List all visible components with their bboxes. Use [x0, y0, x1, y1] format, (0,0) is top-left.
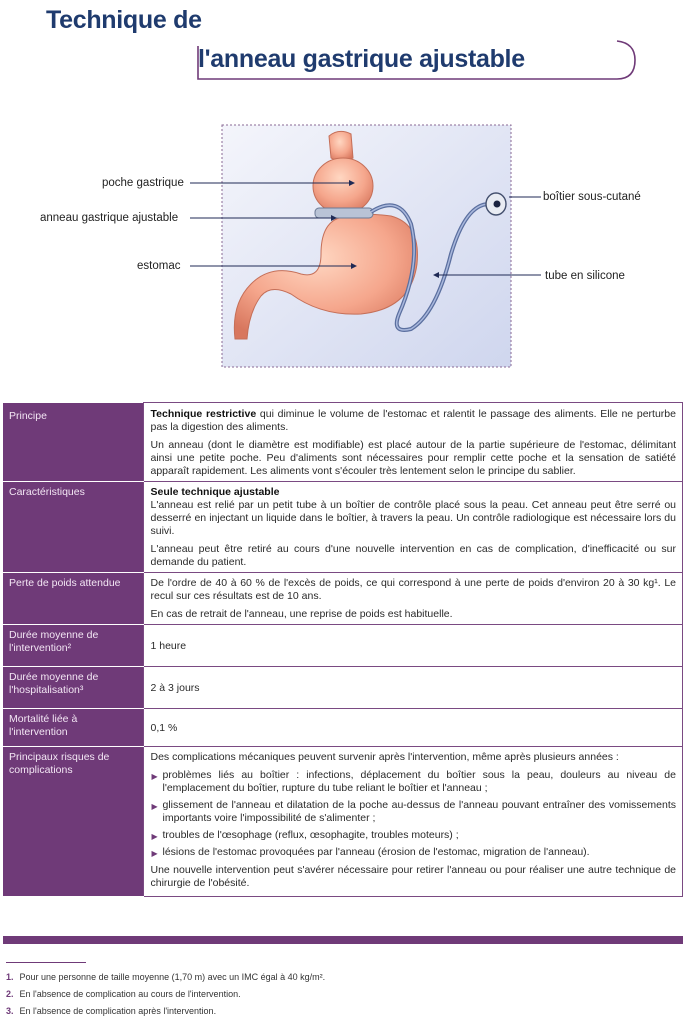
row-duree-hospitalisation	[3, 667, 683, 709]
row-label-mortalite: Mortalité liée à l'intervention	[3, 709, 143, 747]
bullet-triangle-icon: ▶	[151, 802, 158, 811]
label-leaders-right	[511, 190, 541, 290]
row-label-duree-hospitalisation: Durée moyenne de l'hospitalisation³	[3, 667, 143, 709]
gastric-band-illustration	[221, 124, 512, 368]
label-poche-gastrique: poche gastrique	[102, 177, 184, 189]
footnote-rule	[6, 962, 86, 963]
row-label-caracteristiques: Caractéristiques	[3, 482, 143, 573]
row-mortalite	[3, 709, 683, 747]
label-boitier: boîtier sous-cutané	[543, 191, 641, 203]
row-content-mortalite: 0,1 %	[143, 709, 683, 747]
footnote-3: 3. En l'absence de complication après l'intervention.	[6, 1006, 217, 1016]
row-caracteristiques	[3, 482, 683, 573]
label-tube: tube en silicone	[545, 270, 625, 282]
table-bottom-bar	[3, 936, 683, 944]
label-estomac: estomac	[137, 260, 181, 272]
row-content-duree-intervention: 1 heure	[143, 625, 683, 667]
bullet-triangle-icon: ▶	[151, 849, 158, 858]
row-content-caracteristiques: Seule technique ajustable L'anneau est relié par un petit tube à un boîtier de contrôle placé sous la peau. Cet anneau peut être serré ou desserré en injectant un liquide dans le boîtier, à travers la peau. Un contrôle radiologique est nécessaire lors du suivi. L'anneau peut être retiré au cours d'une nouvelle intervention en cas de complication, d'inefficacité ou sur demande du patient.	[143, 482, 683, 573]
row-content-principe: Technique restrictive qui diminue le volume de l'estomac et ralentit le passage des aliments. Elle ne perturbe pas la digestion des aliments. Un anneau (dont le diamètre est modifiable) est placé autour de la partie supérieure de l'estomac, délimitant ainsi une petite poche. Peu d'aliments sont nécessaires pour remplir cette poche et la sensation de satiété apparaît rapidement. Les aliments vont s'écouler très lentement selon le principe du sablier.	[143, 403, 683, 482]
risk-list	[151, 769, 677, 859]
list-item: ▶ lésions de l'estomac provoquées par l'anneau (érosion de l'estomac, migration de l'anneau).	[151, 846, 590, 858]
label-anneau-gastrique: anneau gastrique ajustable	[40, 212, 179, 224]
row-content-risques: Des complications mécaniques peuvent survenir après l'intervention, même après plusieurs années : ▶ problèmes liés au boîtier : infections, déplacement du boîtier sous la peau, douleurs au niveau de l'emplacement du boîtier, rupture du tube reliant le boîtier et l'anneau ; ▶ glissement de l'anneau et dilatation de la poche au-dessus de l'anneau pouvant entraîner des vomissements importants voire l'impossibilité de s'alimenter ; ▶ troubles de l'œsophage (reflux, œsophagite, troubles moteurs) ; ▶ lésions de l'estomac provoquées par l'anneau (érosion de l'estomac, migration de l'anneau). Une nouvelle intervention peut s'avérer nécessaire pour retirer l'anneau ou pour réaliser une autre technique de chirurgie de l'obésité.	[143, 747, 683, 897]
row-label-risques: Principaux risques de complications	[3, 747, 143, 897]
page-title-line1: Technique de	[46, 6, 202, 34]
list-item: ▶ glissement de l'anneau et dilatation de la poche au-dessus de l'anneau pouvant entraîner des vomissements importants voire l'impossibilité de s'alimenter ;	[151, 799, 676, 824]
footnote-1: 1. Pour une personne de taille moyenne (1,70 m) avec un IMC égal à 40 kg/m².	[6, 972, 326, 982]
row-duree-intervention	[3, 625, 683, 667]
row-label-duree-intervention: Durée moyenne de l'intervention²	[3, 625, 143, 667]
row-content-duree-hospitalisation: 2 à 3 jours	[143, 667, 683, 709]
bullet-triangle-icon: ▶	[151, 772, 158, 781]
footnote-2: 2. En l'absence de complication au cours de l'intervention.	[6, 989, 241, 999]
info-table	[3, 402, 683, 897]
bullet-triangle-icon: ▶	[151, 832, 158, 841]
label-leaders-left	[190, 180, 222, 300]
row-risques	[3, 747, 683, 897]
page-title-line2: l'anneau gastrique ajustable	[198, 45, 525, 73]
row-label-principe: Principe	[3, 403, 143, 482]
row-principe	[3, 403, 683, 482]
row-label-perte: Perte de poids attendue	[3, 573, 143, 625]
list-item: ▶ problèmes liés au boîtier : infections, déplacement du boîtier sous la peau, douleurs au niveau de l'emplacement du boîtier, rupture du tube reliant le boîtier et l'anneau ;	[151, 769, 676, 794]
row-content-perte: De l'ordre de 40 à 60 % de l'excès de poids, ce qui correspond à une perte de poids d'environ 20 à 30 kg¹. Le recul sur ces résultats est de 10 ans. En cas de retrait de l'anneau, une reprise de poids est habituelle.	[143, 573, 683, 625]
row-perte-de-poids	[3, 573, 683, 625]
list-item: ▶ troubles de l'œsophage (reflux, œsophagite, troubles moteurs) ;	[151, 829, 459, 841]
